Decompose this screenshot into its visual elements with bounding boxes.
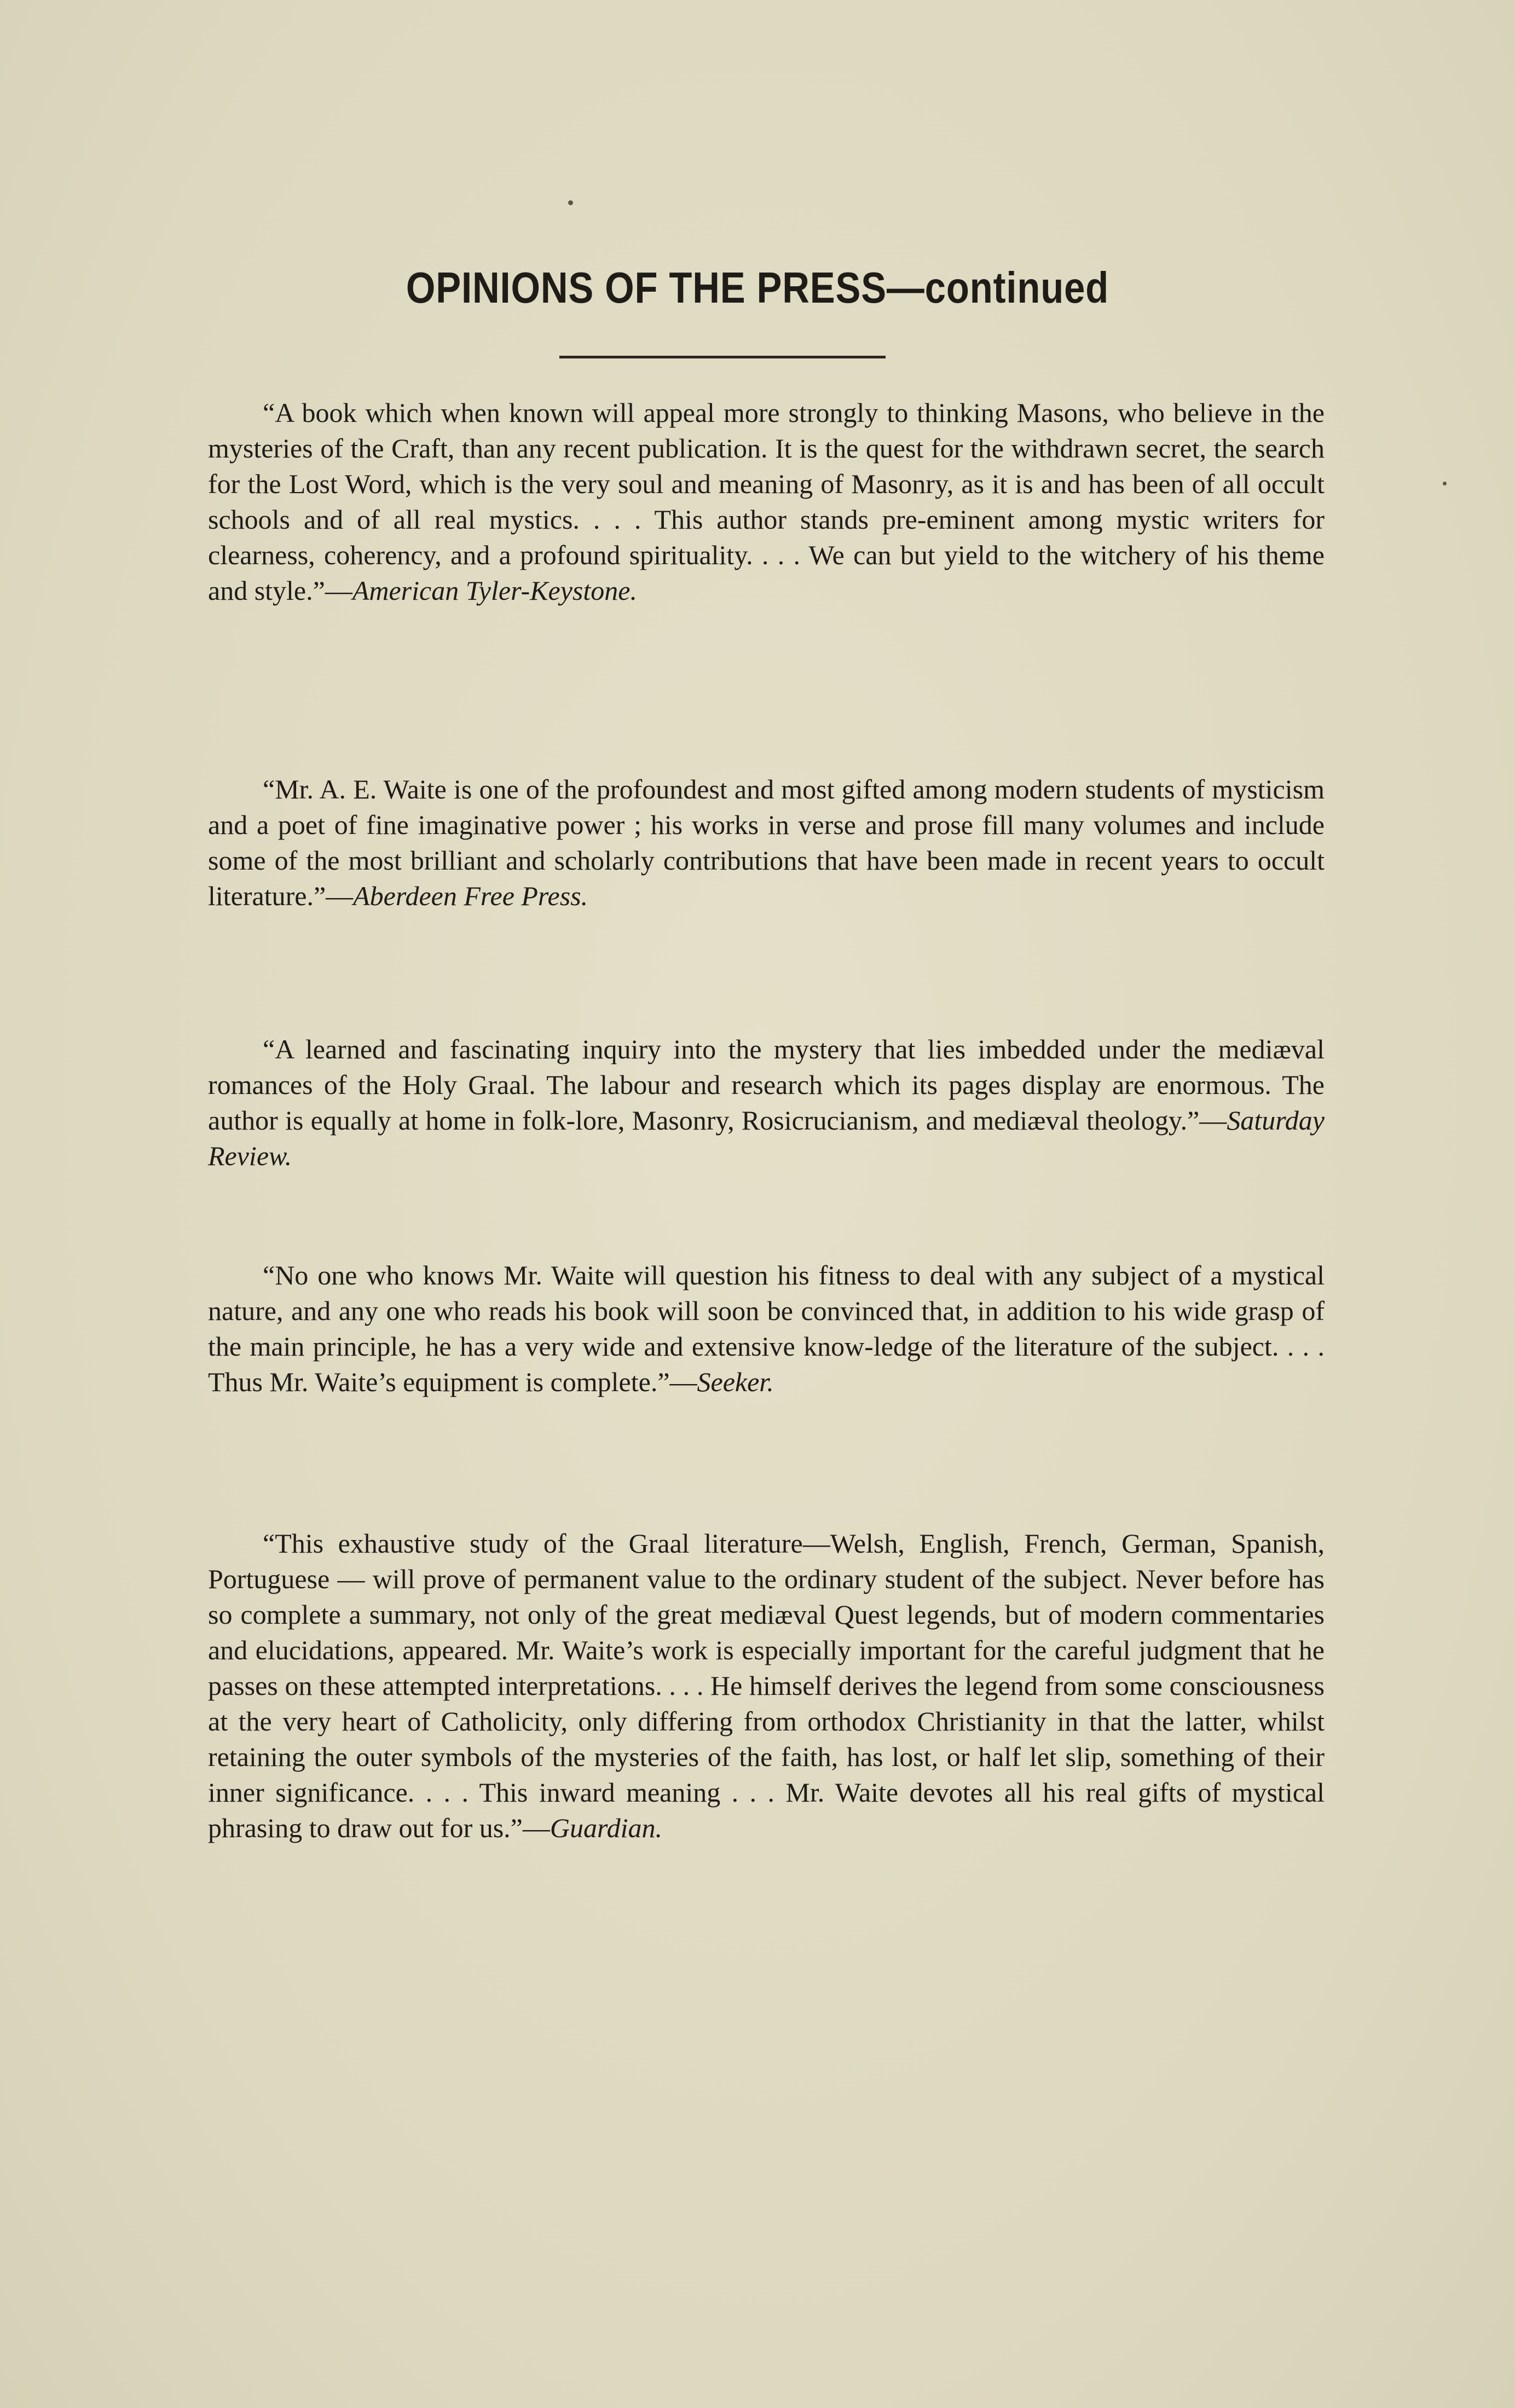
paper-speck: [1443, 482, 1447, 485]
quote-source: Seeker.: [697, 1367, 774, 1397]
quote-text: “Mr. A. E. Waite is one of the profoundest and most gifted among modern students of mysticism and a poet of fine imaginative power ; his works in verse and prose fill many volumes and include some of the most brilliant and scholarly contributions that have been made in recent years to occult literature.”—: [208, 774, 1325, 911]
title-divider: [559, 356, 886, 358]
press-quote: [208, 1032, 1325, 1174]
press-quote: [208, 1258, 1325, 1400]
quote-source: Guardian.: [550, 1813, 662, 1843]
quote-text: “This exhaustive study of the Graal literature—Welsh, English, French, German, Spanish, Portuguese — will prove of permanent value to the ordinary student of the subject. Never before has so complete a summary, not only of the great mediæval Quest legends, but of modern commentaries and elucidations, appeared. Mr. Waite’s work is especially important for the careful judgment that he passes on these attempted interpretations. . . . He himself derives the legend from some consciousness at the very heart of Catholicity, only differing from orthodox Christianity in that the latter, whilst retaining the outer symbols of the mysteries of the faith, has lost, or half let slip, something of their inner significance. . . . This inward meaning . . . Mr. Waite devotes all his real gifts of mystical phrasing to draw out for us.”—: [208, 1528, 1325, 1843]
press-quote: [208, 772, 1325, 914]
quote-text: “A book which when known will appeal more strongly to thinking Masons, who believe in the mysteries of the Craft, than any recent publication. It is the quest for the withdrawn secret, the search for the Lost Word, which is the very soul and meaning of Masonry, as it is and has been of all occult schools and of all real mystics. . . . This author stands pre-eminent among mystic writers for clearness, coherency, and a profound spirituality. . . . We can but yield to the witchery of his theme and style.”—: [208, 397, 1325, 606]
quote-text: “A learned and fascinating inquiry into the mystery that lies imbedded under the mediæval romances of the Holy Graal. The labour and research which its pages display are enormous. The author is equally at home in folk-lore, Masonry, Rosicrucianism, and mediæval theology.”—: [208, 1034, 1325, 1136]
quote-text: “No one who knows Mr. Waite will question his fitness to deal with any subject of a mystical nature, and any one who reads his book will soon be convinced that, in addition to his wide grasp of the main principle, he has a very wide and extensive know-ledge of the literature of the subject. . . . Thus Mr. Waite’s equipment is complete.”—: [208, 1260, 1325, 1397]
press-quote: [208, 395, 1325, 609]
paper-speck: [568, 200, 573, 205]
quote-source: Aberdeen Free Press.: [353, 881, 588, 911]
page-title: OPINIONS OF THE PRESS—continued: [406, 263, 1109, 312]
quote-source: Saturday Review.: [208, 1105, 1325, 1171]
quote-source: American Tyler-Keystone.: [352, 575, 637, 606]
press-quote: [208, 1526, 1325, 1846]
